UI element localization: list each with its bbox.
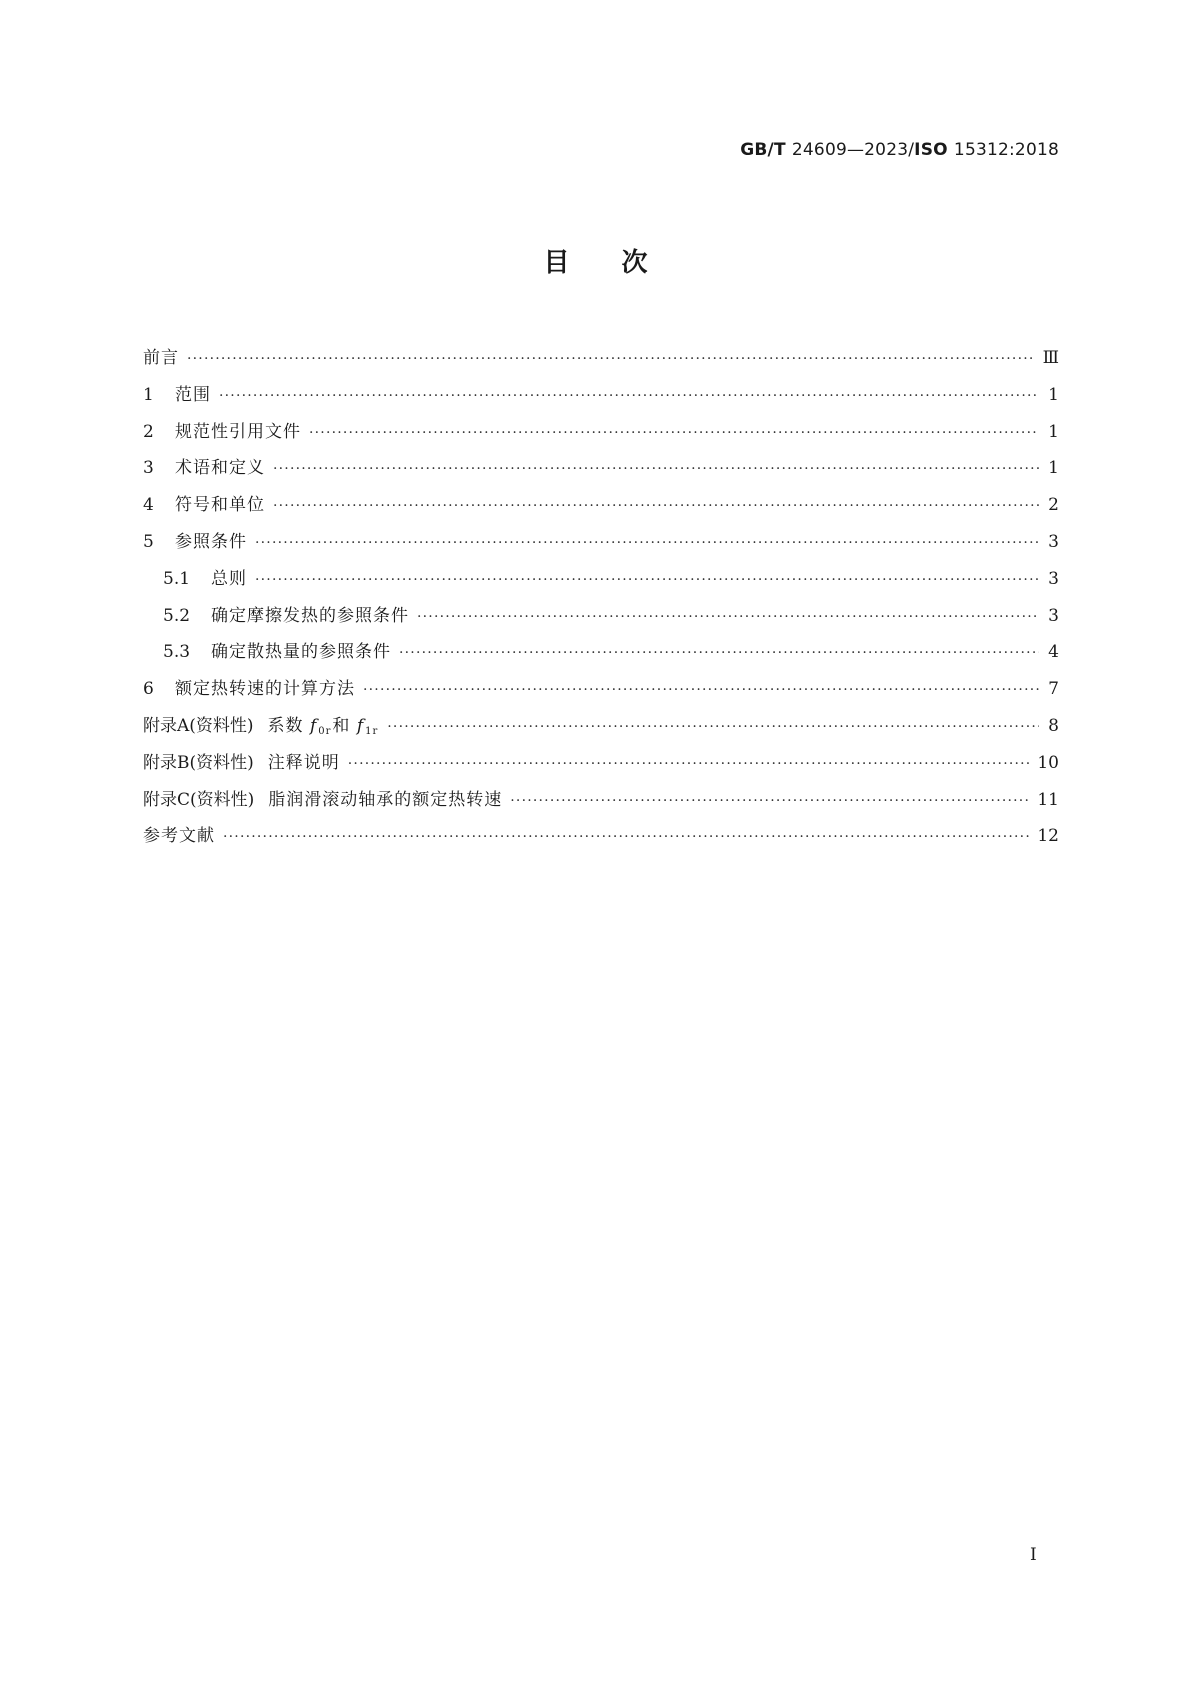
toc-entry-page: 4 [1048, 642, 1059, 663]
toc-entry-label: 范围 [175, 384, 211, 405]
standard-code-prefix: GB/T [740, 140, 786, 160]
toc-entry-5[interactable] [143, 524, 1059, 561]
standard-code [740, 140, 1059, 160]
toc-entry-page: 3 [1048, 531, 1059, 552]
toc-entry-label: 额定热转速的计算方法 [175, 679, 355, 700]
toc-entry-label: 规范性引用文件 [175, 421, 301, 442]
toc-annex-tag: 附录A(资料性) [143, 715, 254, 736]
page-number: Ⅰ [1030, 1545, 1037, 1565]
toc-leader-dots [417, 599, 1039, 636]
toc-entry-number: 4 [143, 495, 154, 516]
toc-entry-1[interactable] [143, 377, 1059, 414]
toc-entry-number: 6 [143, 679, 154, 700]
toc-leader-dots [255, 525, 1039, 562]
toc-leader-dots [510, 783, 1029, 820]
toc-entry-label: 参考文献 [143, 826, 215, 847]
toc-entry-label: 术语和定义 [175, 458, 265, 479]
toc-leader-dots [348, 746, 1030, 783]
toc-entry-number: 5.3 [163, 642, 191, 663]
toc-entry-label: 确定散热量的参照条件 [211, 642, 391, 663]
toc-entry-number: 5.2 [163, 605, 191, 626]
toc-annex-tag: 附录B(资料性) [143, 752, 254, 773]
toc-entry-page: 8 [1048, 715, 1059, 736]
toc-leader-dots [387, 709, 1039, 746]
toc-entry-label: 符号和单位 [175, 495, 265, 516]
toc-entry-5-1[interactable] [143, 561, 1059, 598]
toc-entry-page: 11 [1037, 789, 1059, 810]
symbol-subscript: 0r [318, 725, 332, 737]
toc-entry-label: 参照条件 [175, 531, 247, 552]
toc-entry-page: 2 [1048, 495, 1059, 516]
toc-entry-3[interactable] [143, 450, 1059, 487]
toc-entry-4[interactable] [143, 487, 1059, 524]
toc-entry-label: 注释说明 [267, 752, 340, 773]
toc-entry-number: 5.1 [163, 568, 191, 589]
standard-code-iso: ISO [914, 140, 948, 160]
toc-entry-5-2[interactable] [143, 598, 1059, 635]
toc-entry-annex-c[interactable] [143, 782, 1059, 819]
toc-entry-number: 2 [143, 421, 154, 442]
toc-entry-page: 1 [1048, 458, 1059, 479]
table-of-contents [143, 340, 1059, 855]
symbol-subscript: 1r [365, 725, 379, 737]
toc-entry-2[interactable] [143, 414, 1059, 451]
toc-leader-dots [399, 635, 1039, 672]
standard-code-number: 24609—2023/ [791, 140, 915, 160]
toc-leader-dots [255, 562, 1039, 599]
toc-entry-annex-b[interactable] [143, 745, 1059, 782]
toc-entry-label: 确定摩擦发热的参照条件 [211, 605, 409, 626]
toc-entry-bibliography[interactable] [143, 818, 1059, 855]
toc-entry-6[interactable] [143, 671, 1059, 708]
standard-code-iso-number: 15312:2018 [953, 140, 1059, 160]
toc-leader-dots [223, 819, 1029, 856]
toc-entry-number: 1 [143, 384, 154, 405]
toc-entry-page: 7 [1048, 679, 1059, 700]
toc-entry-annex-a[interactable] [143, 708, 1059, 745]
toc-entry-page: 1 [1048, 384, 1059, 405]
toc-entry-page: 1 [1048, 421, 1059, 442]
toc-entry-label: 脂润滑滚动轴承的额定热转速 [268, 789, 503, 810]
toc-entry-page: 12 [1037, 826, 1059, 847]
annex-a-label-prefix: 系数 [267, 715, 304, 736]
toc-entry-page: 3 [1048, 605, 1059, 626]
toc-leader-dots [273, 488, 1039, 525]
symbol-f: f [356, 715, 365, 736]
toc-leader-dots [273, 451, 1039, 488]
page-title: 目次 [543, 248, 700, 278]
toc-leader-dots [363, 672, 1039, 709]
toc-entry-page: 3 [1048, 568, 1059, 589]
toc-entry-page: 10 [1037, 752, 1059, 773]
toc-entry-label: 总则 [211, 568, 247, 589]
toc-annex-tag: 附录C(资料性) [143, 789, 255, 810]
toc-leader-dots [187, 341, 1035, 378]
toc-entry-number: 3 [143, 458, 154, 479]
toc-entry-foreword[interactable] [143, 340, 1059, 377]
toc-entry-5-3[interactable] [143, 634, 1059, 671]
toc-entry-page: Ⅲ [1042, 348, 1059, 368]
toc-leader-dots [309, 415, 1039, 452]
annex-a-label-conjunction: 和 [332, 715, 351, 736]
symbol-f: f [309, 715, 318, 736]
toc-entry-label: 前言 [143, 348, 179, 368]
toc-leader-dots [219, 378, 1039, 415]
toc-entry-number: 5 [143, 531, 154, 552]
